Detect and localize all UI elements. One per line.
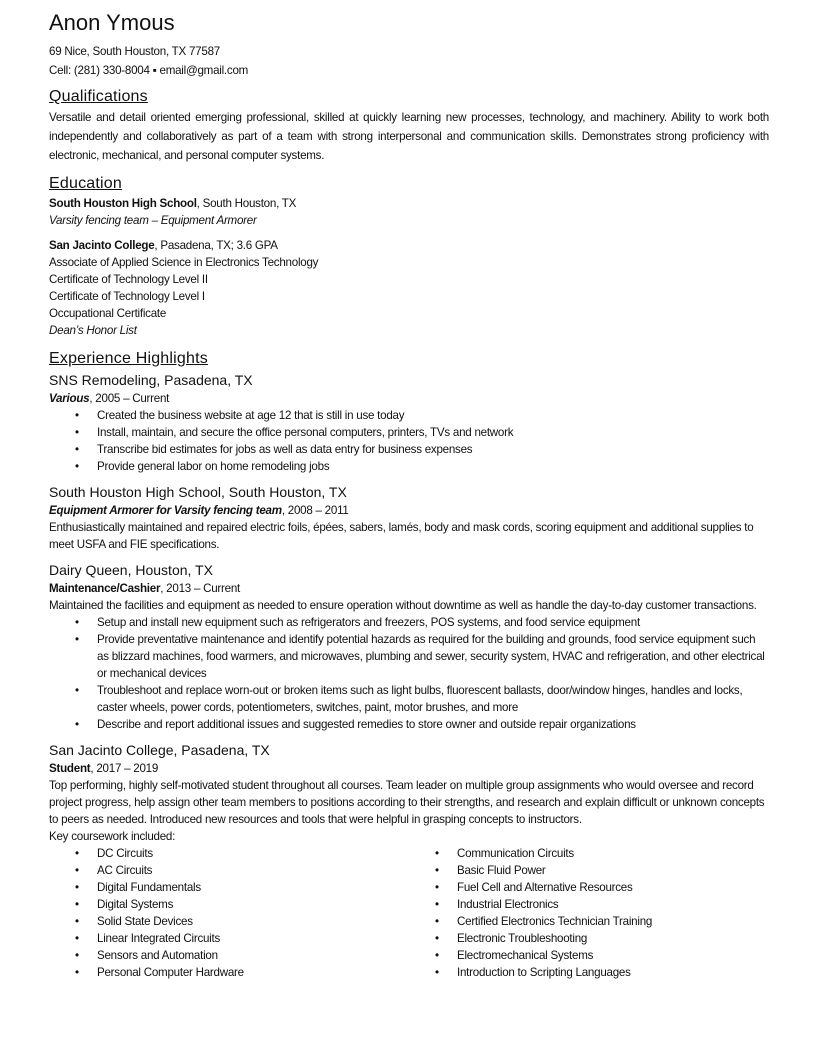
bullet-icon: •	[75, 881, 79, 894]
school-name: South Houston High School	[49, 197, 197, 210]
employer: South Houston High School, South Houston, TX	[49, 484, 347, 500]
bullet-icon: •	[75, 718, 79, 731]
coursework-item	[409, 896, 769, 913]
coursework-item	[49, 879, 409, 896]
job-title	[49, 760, 769, 777]
course-name: Certified Electronics Technician Training	[457, 915, 653, 928]
coursework-item	[49, 845, 409, 862]
list-item	[49, 424, 769, 441]
course-name: Personal Computer Hardware	[97, 966, 244, 979]
qualifications-text: Versatile and detail oriented emerging professional, skilled at quickly learning new processes, technology, and machinery. Ability to work both independently and collaboratively as part of a team with strong interpersonal and communication skills. Demonstrates strong proficiency with electronic, mechanical, and personal computer systems.	[49, 111, 769, 162]
coursework-item	[49, 947, 409, 964]
job-title	[49, 502, 769, 519]
job-bullets	[49, 407, 769, 475]
bullet-text: Troubleshoot and replace worn-out or broken items such as light bulbs, fluorescent ballasts, door/window hinges, handles and locks, caster wheels, power cords, potentiometers, switches, paint, motor brushes, and more	[97, 684, 743, 714]
dates: , 2013 – Current	[160, 582, 241, 595]
coursework-item	[49, 964, 409, 981]
bullet-icon: •	[435, 966, 439, 979]
bullet-text: Setup and install new equipment such as refrigerators and freezers, POS systems, and food service equipment	[97, 616, 640, 629]
bullet-icon: •	[75, 684, 79, 697]
coursework-label: Key coursework included:	[49, 830, 176, 843]
job-title	[49, 580, 769, 597]
course-name: AC Circuits	[97, 864, 153, 877]
list-item	[49, 441, 769, 458]
school-1	[49, 195, 769, 212]
title: Equipment Armorer for Varsity fencing team	[49, 504, 282, 517]
title: Student	[49, 762, 91, 775]
bullet-icon: •	[435, 881, 439, 894]
course-name: Linear Integrated Circuits	[97, 932, 221, 945]
list-item	[49, 458, 769, 475]
course-name: Introduction to Scripting Languages	[457, 966, 631, 979]
list-item	[49, 631, 769, 682]
job-description: Maintained the facilities and equipment as needed to ensure operation without downtime as well as handle the day-to-day customer transactions.	[49, 599, 757, 612]
contact-info: Cell: (281) 330-8004 ▪ email@gmail.com	[49, 64, 249, 77]
course-name: Electromechanical Systems	[457, 949, 594, 962]
certificate: Certificate of Technology Level I	[49, 290, 205, 303]
coursework-item	[409, 964, 769, 981]
certificate: Certificate of Technology Level II	[49, 273, 208, 286]
job-description: Enthusiastically maintained and repaired electric foils, épées, sabers, lamés, body and mask cords, scoring equipment and additional supplies to meet USFA and FIE specifications.	[49, 521, 754, 551]
coursework-item	[409, 845, 769, 862]
coursework-item	[49, 896, 409, 913]
dates: , 2017 – 2019	[90, 762, 159, 775]
bullet-text: Provide preventative maintenance and identify potential hazards as required for the building and grounds, food service equipment such as blizzard machines, food warmers, and microwaves, plumbing and sewer, security system, HVAC and refrigeration, and other electrical or mechanical devices	[97, 633, 765, 680]
bullet-icon: •	[75, 460, 79, 473]
course-name: Electronic Troubleshooting	[457, 932, 588, 945]
job-description: Top performing, highly self-motivated student throughout all courses. Team leader on multiple group assignments who would oversee and record project progress, help assign other team members to positions according to their strengths, and research and explain difficult or unknown concepts to peers as needed. Introduced new resources and tools that were helpful in grasping concepts to instructors.	[49, 779, 765, 826]
employer: Dairy Queen, Houston, TX	[49, 562, 213, 578]
bullet-icon: •	[435, 932, 439, 945]
coursework-item	[409, 913, 769, 930]
qualifications-heading: Qualifications	[49, 88, 148, 105]
coursework-item	[409, 862, 769, 879]
coursework-left	[49, 845, 409, 981]
honor: Dean’s Honor List	[49, 324, 137, 337]
list-item	[49, 407, 769, 424]
degree: Associate of Applied Science in Electronics Technology	[49, 256, 319, 269]
coursework-item	[409, 947, 769, 964]
title: Various	[49, 392, 90, 405]
bullet-icon: •	[75, 616, 79, 629]
bullet-text: Created the business website at age 12 that is still in use today	[97, 409, 405, 422]
course-name: Communication Circuits	[457, 847, 574, 860]
list-item	[49, 614, 769, 631]
course-name: Digital Fundamentals	[97, 881, 201, 894]
title: Maintenance/Cashier	[49, 582, 161, 595]
bullet-text: Provide general labor on home remodeling jobs	[97, 460, 330, 473]
bullet-icon: •	[75, 443, 79, 456]
list-item	[49, 716, 769, 733]
school-1-note: Varsity fencing team – Equipment Armorer	[49, 214, 257, 227]
coursework-item	[49, 913, 409, 930]
bullet-icon: •	[75, 966, 79, 979]
coursework-columns	[49, 845, 769, 981]
experience-heading: Experience Highlights	[49, 350, 208, 367]
bullet-icon: •	[75, 898, 79, 911]
course-name: Industrial Electronics	[457, 898, 559, 911]
bullet-icon: •	[75, 949, 79, 962]
bullet-icon: •	[435, 864, 439, 877]
education-heading: Education	[49, 175, 122, 192]
certificate: Occupational Certificate	[49, 307, 167, 320]
bullet-icon: •	[435, 949, 439, 962]
course-name: Basic Fluid Power	[457, 864, 546, 877]
course-name: Solid State Devices	[97, 915, 193, 928]
school-location: , South Houston, TX	[196, 197, 297, 210]
job-title	[49, 390, 769, 407]
list-item	[49, 682, 769, 716]
bullet-text: Describe and report additional issues and suggested remedies to store owner and outside repair organizations	[97, 718, 636, 731]
coursework-item	[49, 862, 409, 879]
bullet-icon: •	[75, 633, 79, 646]
coursework-item	[409, 930, 769, 947]
bullet-text: Transcribe bid estimates for jobs as well as data entry for business expenses	[97, 443, 473, 456]
bullet-icon: •	[435, 898, 439, 911]
employer: SNS Remodeling, Pasadena, TX	[49, 372, 253, 388]
coursework-right	[409, 845, 769, 981]
coursework-item	[409, 879, 769, 896]
job-bullets	[49, 614, 769, 733]
coursework-item	[49, 930, 409, 947]
school-name: San Jacinto College	[49, 239, 155, 252]
bullet-icon: •	[75, 932, 79, 945]
school-2	[49, 237, 769, 254]
bullet-icon: •	[75, 915, 79, 928]
bullet-icon: •	[75, 409, 79, 422]
applicant-name: Anon Ymous	[49, 10, 175, 35]
bullet-icon: •	[75, 426, 79, 439]
course-name: Digital Systems	[97, 898, 174, 911]
course-name: Sensors and Automation	[97, 949, 218, 962]
school-location: , Pasadena, TX; 3.6 GPA	[154, 239, 278, 252]
bullet-icon: •	[435, 847, 439, 860]
dates: , 2008 – 2011	[281, 504, 349, 517]
course-name: DC Circuits	[97, 847, 153, 860]
bullet-icon: •	[75, 847, 79, 860]
bullet-icon: •	[435, 915, 439, 928]
course-name: Fuel Cell and Alternative Resources	[457, 881, 633, 894]
dates: , 2005 – Current	[89, 392, 170, 405]
address: 69 Nice, South Houston, TX 77587	[49, 45, 220, 58]
bullet-text: Install, maintain, and secure the office personal computers, printers, TVs and network	[97, 426, 514, 439]
bullet-icon: •	[75, 864, 79, 877]
employer: San Jacinto College, Pasadena, TX	[49, 742, 270, 758]
